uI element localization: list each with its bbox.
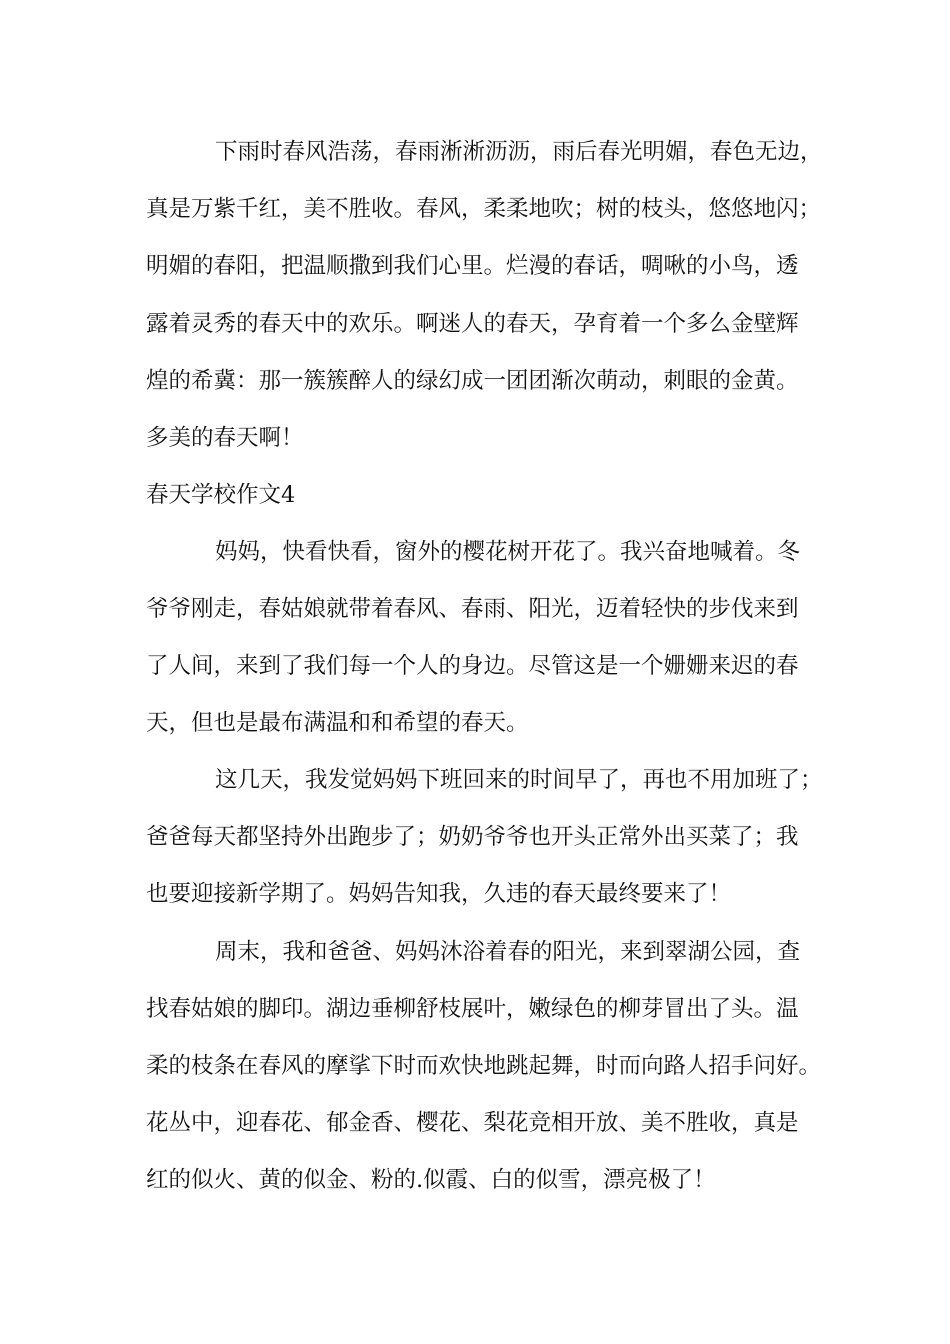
para3-line-3: 也要迎接新学期了。妈妈告知我，久违的春天最终要来了！ (146, 881, 732, 907)
para1-line-3: 明媚的春阳，把温顺撒到我们心里。烂漫的春话，啁啾的小鸟，透 (146, 253, 799, 279)
para3-line-1: 这几天，我发觉妈妈下班回来的时间早了，再也不用加班了； (215, 767, 823, 793)
para1-line-1: 下雨时春风浩荡，春雨淅淅沥沥，雨后春光明媚，春色无边， (215, 139, 823, 165)
para4-line-1: 周末，我和爸爸、妈妈沐浴着春的阳光，来到翠湖公园，查 (215, 939, 801, 965)
para1-line-2: 真是万紫千红，美不胜收。春风，柔柔地吹；树的枝头，悠悠地闪； (146, 196, 822, 222)
para2-line-2: 爷爷刚走，春姑娘就带着春风、春雨、阳光，迈着轻快的步伐来到 (146, 596, 799, 622)
para4-line-5: 红的似火、黄的似金、粉的.似霞、白的似雪，漂亮极了！ (146, 1167, 716, 1193)
para1-line-6: 多美的春天啊！ (146, 425, 304, 451)
para1-line-4: 露着灵秀的春天中的欢乐。啊迷人的春天，孕育着一个多么金壁辉 (146, 311, 799, 337)
para4-line-2: 找春姑娘的脚印。湖边垂柳舒枝展叶，嫩绿色的柳芽冒出了头。温 (146, 996, 799, 1022)
para2-line-4: 天，但也是最布满温和和希望的春天。 (146, 710, 529, 736)
para1-line-5: 煌的希冀：那一簇簇醉人的绿幻成一团团渐次萌动，刺眼的金黄。 (146, 368, 799, 394)
para4-line-3: 柔的枝条在春风的摩挲下时而欢快地跳起舞，时而向路人招手问好。 (146, 1053, 822, 1079)
para2-line-1: 妈妈，快看快看，窗外的樱花树开花了。我兴奋地喊着。冬 (215, 539, 801, 565)
section-heading: 春天学校作文4 (146, 482, 296, 508)
para3-line-2: 爸爸每天都坚持外出跑步了；奶奶爷爷也开头正常外出买菜了；我 (146, 824, 799, 850)
para2-line-3: 了人间，来到了我们每一个人的身边。尽管这是一个姗姗来迟的春 (146, 653, 799, 679)
para4-line-4: 花丛中，迎春花、郁金香、樱花、梨花竞相开放、美不胜收，真是 (146, 1110, 799, 1136)
